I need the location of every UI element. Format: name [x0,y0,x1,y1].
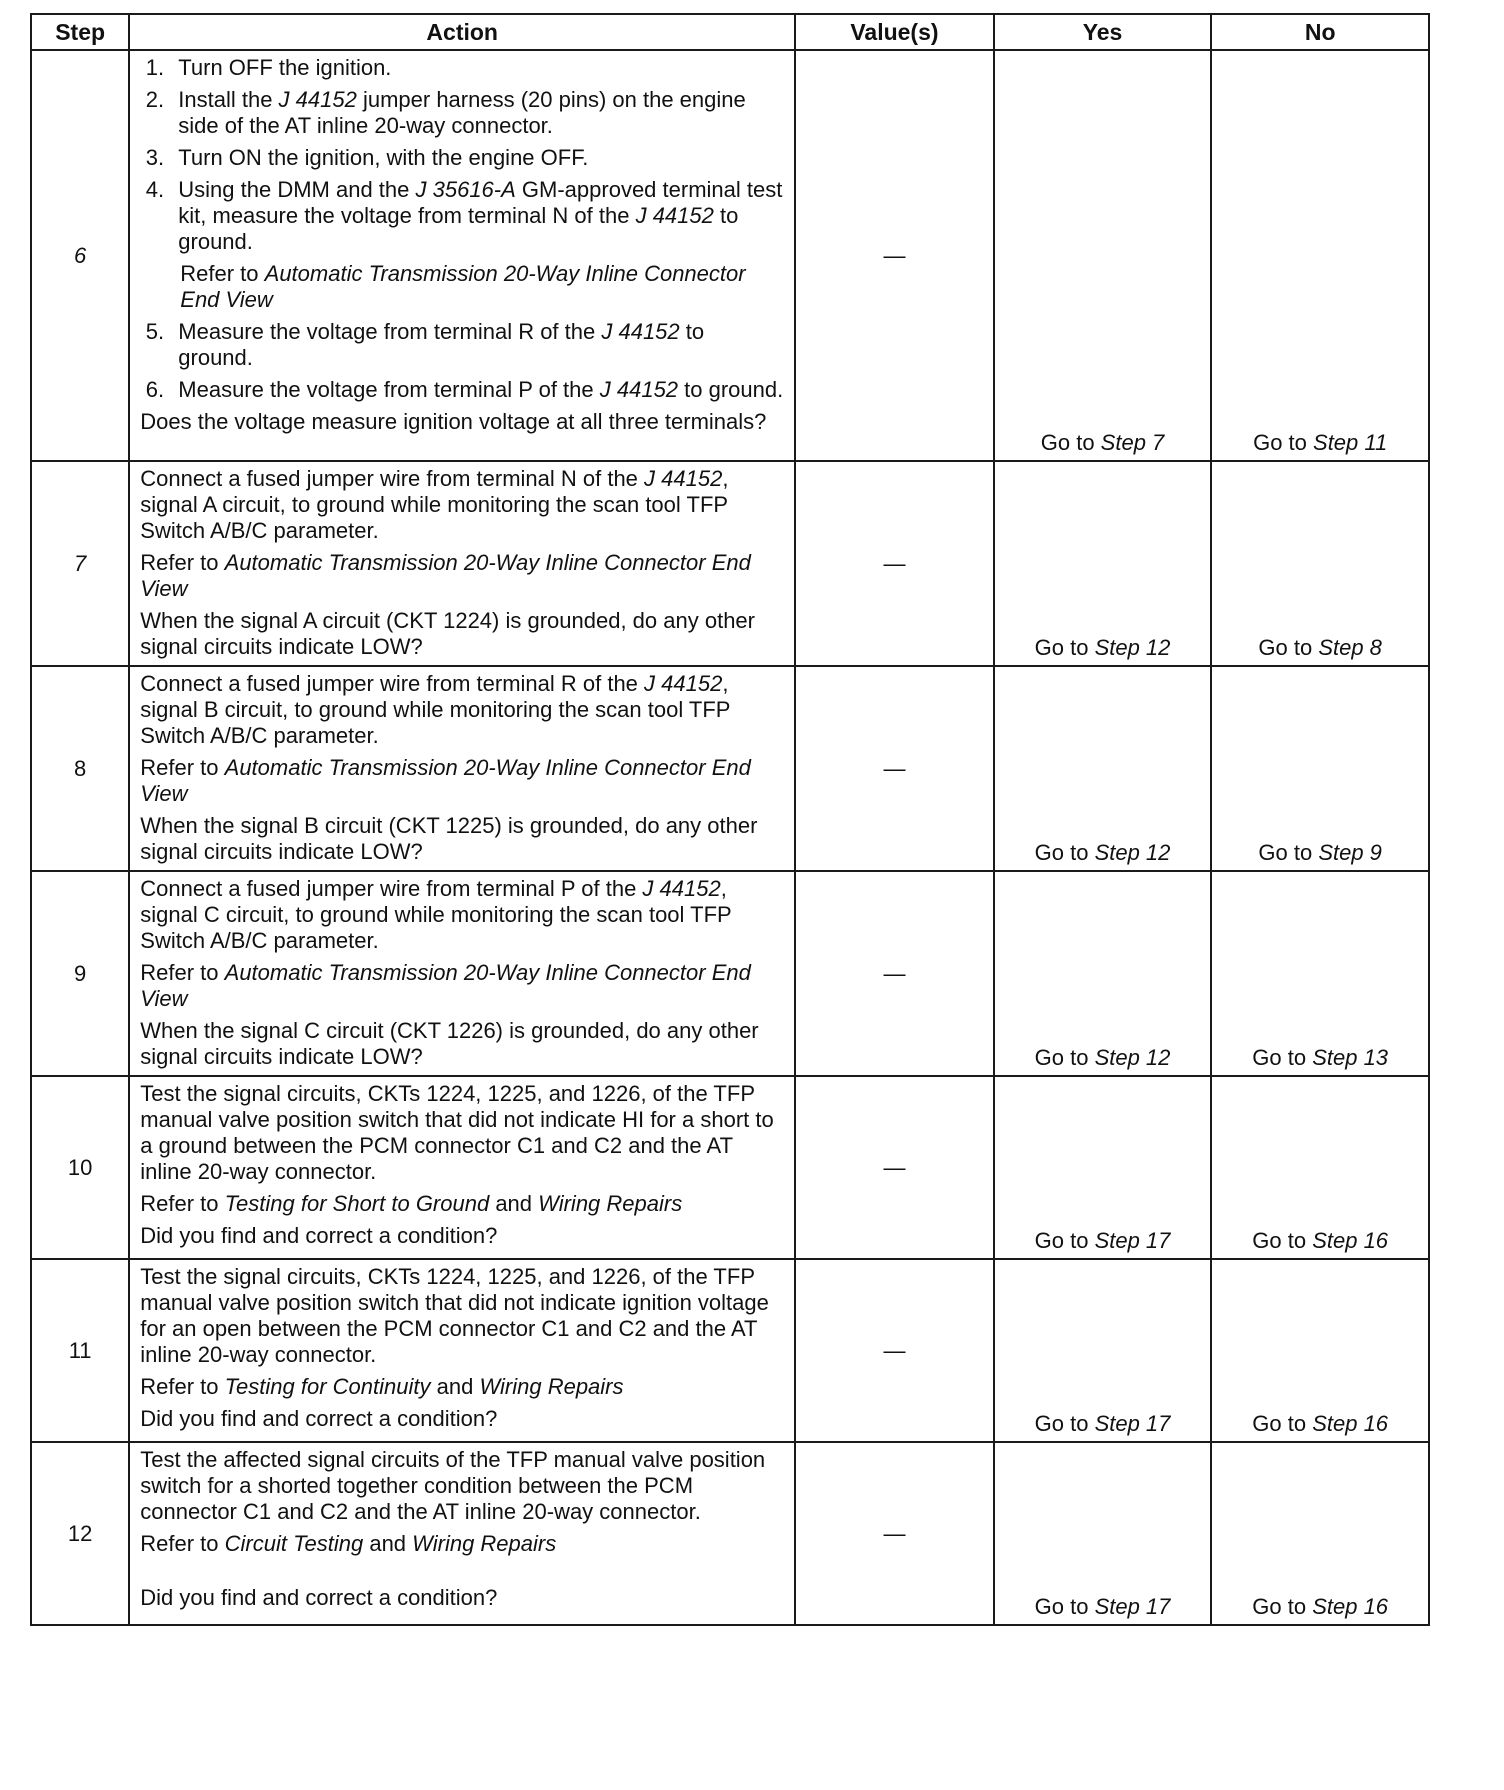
reference-note: Refer to Circuit Testing and Wiring Repairs [140,1531,557,1556]
reference-link[interactable]: Testing for Short to Ground [224,1191,490,1216]
action-cell [129,1076,795,1259]
procedure-step: 3. Turn ON the ignition, with the engine OFF. [170,145,784,171]
question: When the signal B circuit (CKT 1225) is grounded, do any other signal circuits indicate LOW? [140,813,758,864]
procedure-step: 2. Install the J 44152 jumper harness (20 pins) on the engine side of the AT inline 20-way connector. [170,87,784,139]
question: Does the voltage measure ignition voltage at all three terminals? [140,409,767,434]
instruction: Connect a fused jumper wire from terminal R of the J 44152, signal B circuit, to ground while monitoring the scan tool TFP Switch A/B/C parameter. [140,671,731,748]
reference-link[interactable]: Automatic Transmission 20-Way Inline Connector End View [140,960,751,1011]
step-number: 6 [31,50,129,461]
reference-note: Refer to Automatic Transmission 20-Way Inline Connector End View [140,550,751,601]
action-cell [129,50,795,461]
value-cell: — [795,1259,994,1442]
table-row [31,50,1429,461]
step-number: 10 [31,1076,129,1259]
procedure-list [140,319,784,403]
reference-link[interactable]: Automatic Transmission 20-Way Inline Connector End View [180,261,746,312]
no-cell: Go to Step 16 [1211,1442,1429,1625]
value-cell: — [795,1442,994,1625]
step-number: 9 [31,871,129,1076]
instruction: Connect a fused jumper wire from terminal N of the J 44152, signal A circuit, to ground while monitoring the scan tool TFP Switch A/B/C parameter. [140,466,729,543]
header-row [31,14,1429,50]
procedure-step: 6. Measure the voltage from terminal P of the J 44152 to ground. [170,377,784,403]
yes-step-link[interactable]: Step 12 [1094,1045,1171,1070]
action-cell [129,666,795,871]
action-cell [129,1259,795,1442]
header-values: Value(s) [795,14,994,50]
yes-step-link[interactable]: Step 12 [1094,635,1171,660]
yes-cell: Go to Step 12 [994,666,1212,871]
procedure-step: 1. Turn OFF the ignition. [170,55,784,81]
reference-link[interactable]: Automatic Transmission 20-Way Inline Connector End View [140,550,751,601]
no-cell: Go to Step 16 [1211,1259,1429,1442]
no-cell: Go to Step 8 [1211,461,1429,666]
value-cell: — [795,871,994,1076]
procedure-step: 5. Measure the voltage from terminal R of the J 44152 to ground. [170,319,784,371]
yes-step-link[interactable]: Step 7 [1100,430,1165,455]
no-step-link[interactable]: Step 16 [1312,1411,1389,1436]
question: Did you find and correct a condition? [140,1223,498,1248]
yes-step-link[interactable]: Step 17 [1094,1594,1171,1619]
no-step-link[interactable]: Step 13 [1312,1045,1389,1070]
instruction: Test the affected signal circuits of the TFP manual valve position switch for a shorted together condition between the PCM connector C1 and C2 and the AT inline 20-way connector. [140,1447,766,1524]
table-row [31,1259,1429,1442]
reference-link[interactable]: Circuit Testing [224,1531,364,1556]
action-cell [129,1442,795,1625]
reference-link[interactable]: Wiring Repairs [538,1191,683,1216]
question: When the signal C circuit (CKT 1226) is grounded, do any other signal circuits indicate LOW? [140,1018,759,1069]
reference-link[interactable]: Testing for Continuity [224,1374,431,1399]
no-step-link[interactable]: Step 9 [1318,840,1382,865]
header-step: Step [31,14,129,50]
value-cell: — [795,1076,994,1259]
diagnostic-table [30,13,1430,1626]
table-row [31,666,1429,871]
no-step-link[interactable]: Step 16 [1312,1594,1389,1619]
yes-step-link[interactable]: Step 12 [1094,840,1171,865]
reference-link[interactable]: Automatic Transmission 20-Way Inline Connector End View [140,755,751,806]
reference-note: Refer to Automatic Transmission 20-Way Inline Connector End View [140,960,751,1011]
action-cell [129,871,795,1076]
table-row [31,1442,1429,1625]
yes-cell: Go to Step 17 [994,1259,1212,1442]
no-cell: Go to Step 16 [1211,1076,1429,1259]
table-row [31,461,1429,666]
yes-cell: Go to Step 12 [994,871,1212,1076]
yes-cell: Go to Step 17 [994,1076,1212,1259]
question: Did you find and correct a condition? [140,1406,498,1431]
reference-note: Refer to Automatic Transmission 20-Way Inline Connector End View [180,261,746,312]
reference-note: Refer to Testing for Continuity and Wiring Repairs [140,1374,624,1399]
reference-link[interactable]: Wiring Repairs [412,1531,557,1556]
step-number: 8 [31,666,129,871]
yes-cell: Go to Step 12 [994,461,1212,666]
no-cell: Go to Step 9 [1211,666,1429,871]
instruction: Connect a fused jumper wire from terminal P of the J 44152, signal C circuit, to ground while monitoring the scan tool TFP Switch A/B/C parameter. [140,876,732,953]
action-cell [129,461,795,666]
reference-note: Refer to Automatic Transmission 20-Way Inline Connector End View [140,755,751,806]
header-no: No [1211,14,1429,50]
instruction: Test the signal circuits, CKTs 1224, 1225, and 1226, of the TFP manual valve position switch that did not indicate ignition voltage for an open between the PCM connector C1 and C2 and the AT inline 20-way connector. [140,1264,769,1367]
yes-cell: Go to Step 7 [994,50,1212,461]
question: When the signal A circuit (CKT 1224) is grounded, do any other signal circuits indicate LOW? [140,608,755,659]
yes-step-link[interactable]: Step 17 [1094,1228,1171,1253]
header-yes: Yes [994,14,1212,50]
reference-link[interactable]: Wiring Repairs [479,1374,624,1399]
value-cell: — [795,50,994,461]
no-cell: Go to Step 13 [1211,871,1429,1076]
no-step-link[interactable]: Step 8 [1318,635,1382,660]
step-number: 11 [31,1259,129,1442]
procedure-list [140,55,784,255]
step-number: 12 [31,1442,129,1625]
instruction: Test the signal circuits, CKTs 1224, 1225, and 1226, of the TFP manual valve position switch that did not indicate HI for a short to a ground between the PCM connector C1 and C2 and the AT inline 20-way connector. [140,1081,774,1184]
no-cell: Go to Step 11 [1211,50,1429,461]
value-cell: — [795,461,994,666]
step-number: 7 [31,461,129,666]
no-step-link[interactable]: Step 11 [1313,430,1388,455]
procedure-step: 4. Using the DMM and the J 35616-A GM-approved terminal test kit, measure the voltage from terminal N of the J 44152 to ground. [170,177,784,255]
table-row [31,1076,1429,1259]
yes-cell: Go to Step 17 [994,1442,1212,1625]
header-action: Action [129,14,795,50]
table-row [31,871,1429,1076]
reference-note: Refer to Testing for Short to Ground and Wiring Repairs [140,1191,683,1216]
yes-step-link[interactable]: Step 17 [1094,1411,1171,1436]
question: Did you find and correct a condition? [140,1585,498,1610]
value-cell: — [795,666,994,871]
no-step-link[interactable]: Step 16 [1312,1228,1389,1253]
